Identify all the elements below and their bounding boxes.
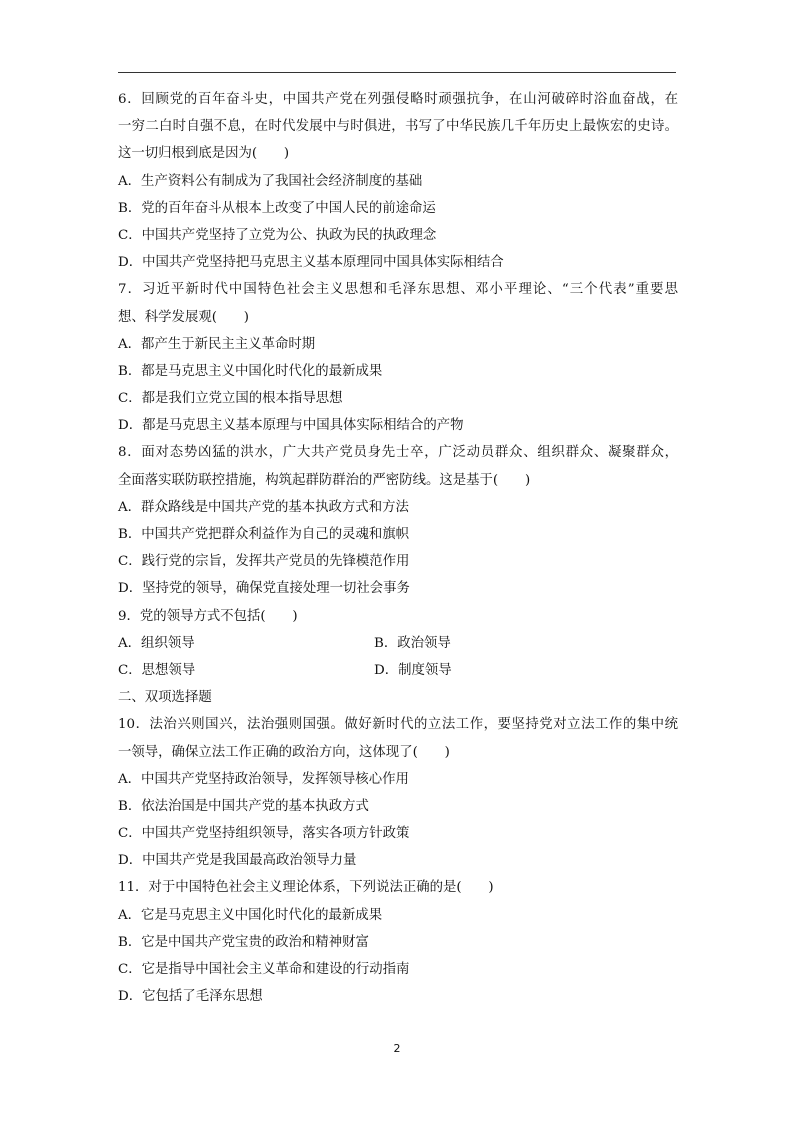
question-7-option-b: B．都是马克思主义中国化时代化的最新成果 (118, 363, 383, 379)
question-10-option-d: D．中国共产党是我国最高政治领导力量 (118, 853, 357, 869)
question-11-option-b: B．它是中国共产党宝贵的政治和精神财富 (118, 934, 369, 950)
question-list (118, 86, 678, 1010)
question-10-stem-line-1: 10．法治兴则国兴，法治强则国强。做好新时代的立法工作，要坚持党对立法工作的集中统 (118, 717, 678, 733)
question-6-stem-line-1: 6．回顾党的百年奋斗史，中国共产党在列强侵略时顽强抗争，在山河破碎时浴血奋战，在 (118, 92, 678, 107)
question-7 (118, 276, 678, 439)
question-9-option-d: D．制度领导 (374, 662, 452, 678)
question-9-option-a: A．组织领导 (118, 635, 195, 651)
question-6-stem-line-2: 一穷二白时自强不息，在时代发展中与时俱进，书写了中华民族几千年历史上最恢宏的史诗。 (118, 119, 678, 135)
question-11-stem-line-1: 11．对于中国特色社会主义理论体系，下列说法正确的是( ) (118, 880, 494, 896)
question-6 (118, 86, 678, 276)
question-9-options-row-1 (118, 630, 678, 657)
question-6-stem-line-3: 这一切归根到底是因为( ) (118, 146, 290, 162)
question-8-option-c: C．践行党的宗旨，发挥共产党员的先锋模范作用 (118, 554, 410, 570)
question-7-stem-line-1: 7．习近平新时代中国特色社会主义思想和毛泽东思想、邓小平理论、“三个代表”重要思 (118, 282, 678, 298)
question-8 (118, 439, 678, 602)
question-6-option-d: D．中国共产党坚持把马克思主义基本原理同中国具体实际相结合 (118, 255, 504, 271)
question-11 (118, 874, 678, 1010)
question-11-option-c: C．它是指导中国社会主义革命和建设的行动指南 (118, 962, 410, 977)
question-10-option-b: B．依法治国是中国共产党的基本执政方式 (118, 798, 369, 814)
question-11-option-d: D．它包括了毛泽东思想 (118, 989, 263, 1005)
header-rule (118, 72, 676, 73)
question-8-option-d: D．坚持党的领导，确保党直接处理一切社会事务 (118, 581, 410, 597)
question-7-option-d: D．都是马克思主义基本原理与中国具体实际相结合的产物 (118, 418, 464, 434)
question-7-option-a: A．都产生于新民主主义革命时期 (118, 336, 316, 352)
question-10-option-c: C．中国共产党坚持组织领导，落实各项方针政策 (118, 826, 410, 842)
question-8-stem-line-2: 全面落实联防联控措施，构筑起群防群治的严密防线。这是基于( ) (118, 472, 531, 488)
question-6-option-b: B．党的百年奋斗从根本上改变了中国人民的前途命运 (118, 200, 436, 216)
question-9-stem-line-1: 9．党的领导方式不包括( ) (118, 608, 298, 624)
question-7-stem-line-2: 想、科学发展观( ) (118, 309, 249, 325)
question-8-stem-line-1: 8．面对态势凶猛的洪水，广大共产党员身先士卒，广泛动员群众、组织群众、凝聚群众， (118, 445, 678, 461)
question-10-option-a: A．中国共产党坚持政治领导，发挥领导核心作用 (118, 771, 409, 787)
section-2-heading: 二、双项选择题 (118, 690, 212, 706)
question-10 (118, 711, 678, 874)
question-10-stem-line-2: 一领导，确保立法工作正确的政治方向，这体现了( ) (118, 744, 450, 760)
question-9-options-row-2 (118, 657, 678, 684)
question-6-option-c: C．中国共产党坚持了立党为公、执政为民的执政理念 (118, 227, 437, 243)
question-7-option-c: C．都是我们立党立国的根本指导思想 (118, 391, 343, 407)
question-8-option-b: B．中国共产党把群众利益作为自己的灵魂和旗帜 (118, 527, 410, 542)
question-9 (118, 603, 678, 685)
question-9-option-c: C．思想领导 (118, 662, 196, 678)
question-8-option-a: A．群众路线是中国共产党的基本执政方式和方法 (118, 499, 409, 515)
question-9-option-b: B．政治领导 (374, 635, 451, 651)
question-11-option-a: A．它是马克思主义中国化时代化的最新成果 (118, 907, 383, 923)
page-number: 2 (393, 1042, 401, 1055)
question-6-option-a: A．生产资料公有制成为了我国社会经济制度的基础 (118, 173, 423, 189)
